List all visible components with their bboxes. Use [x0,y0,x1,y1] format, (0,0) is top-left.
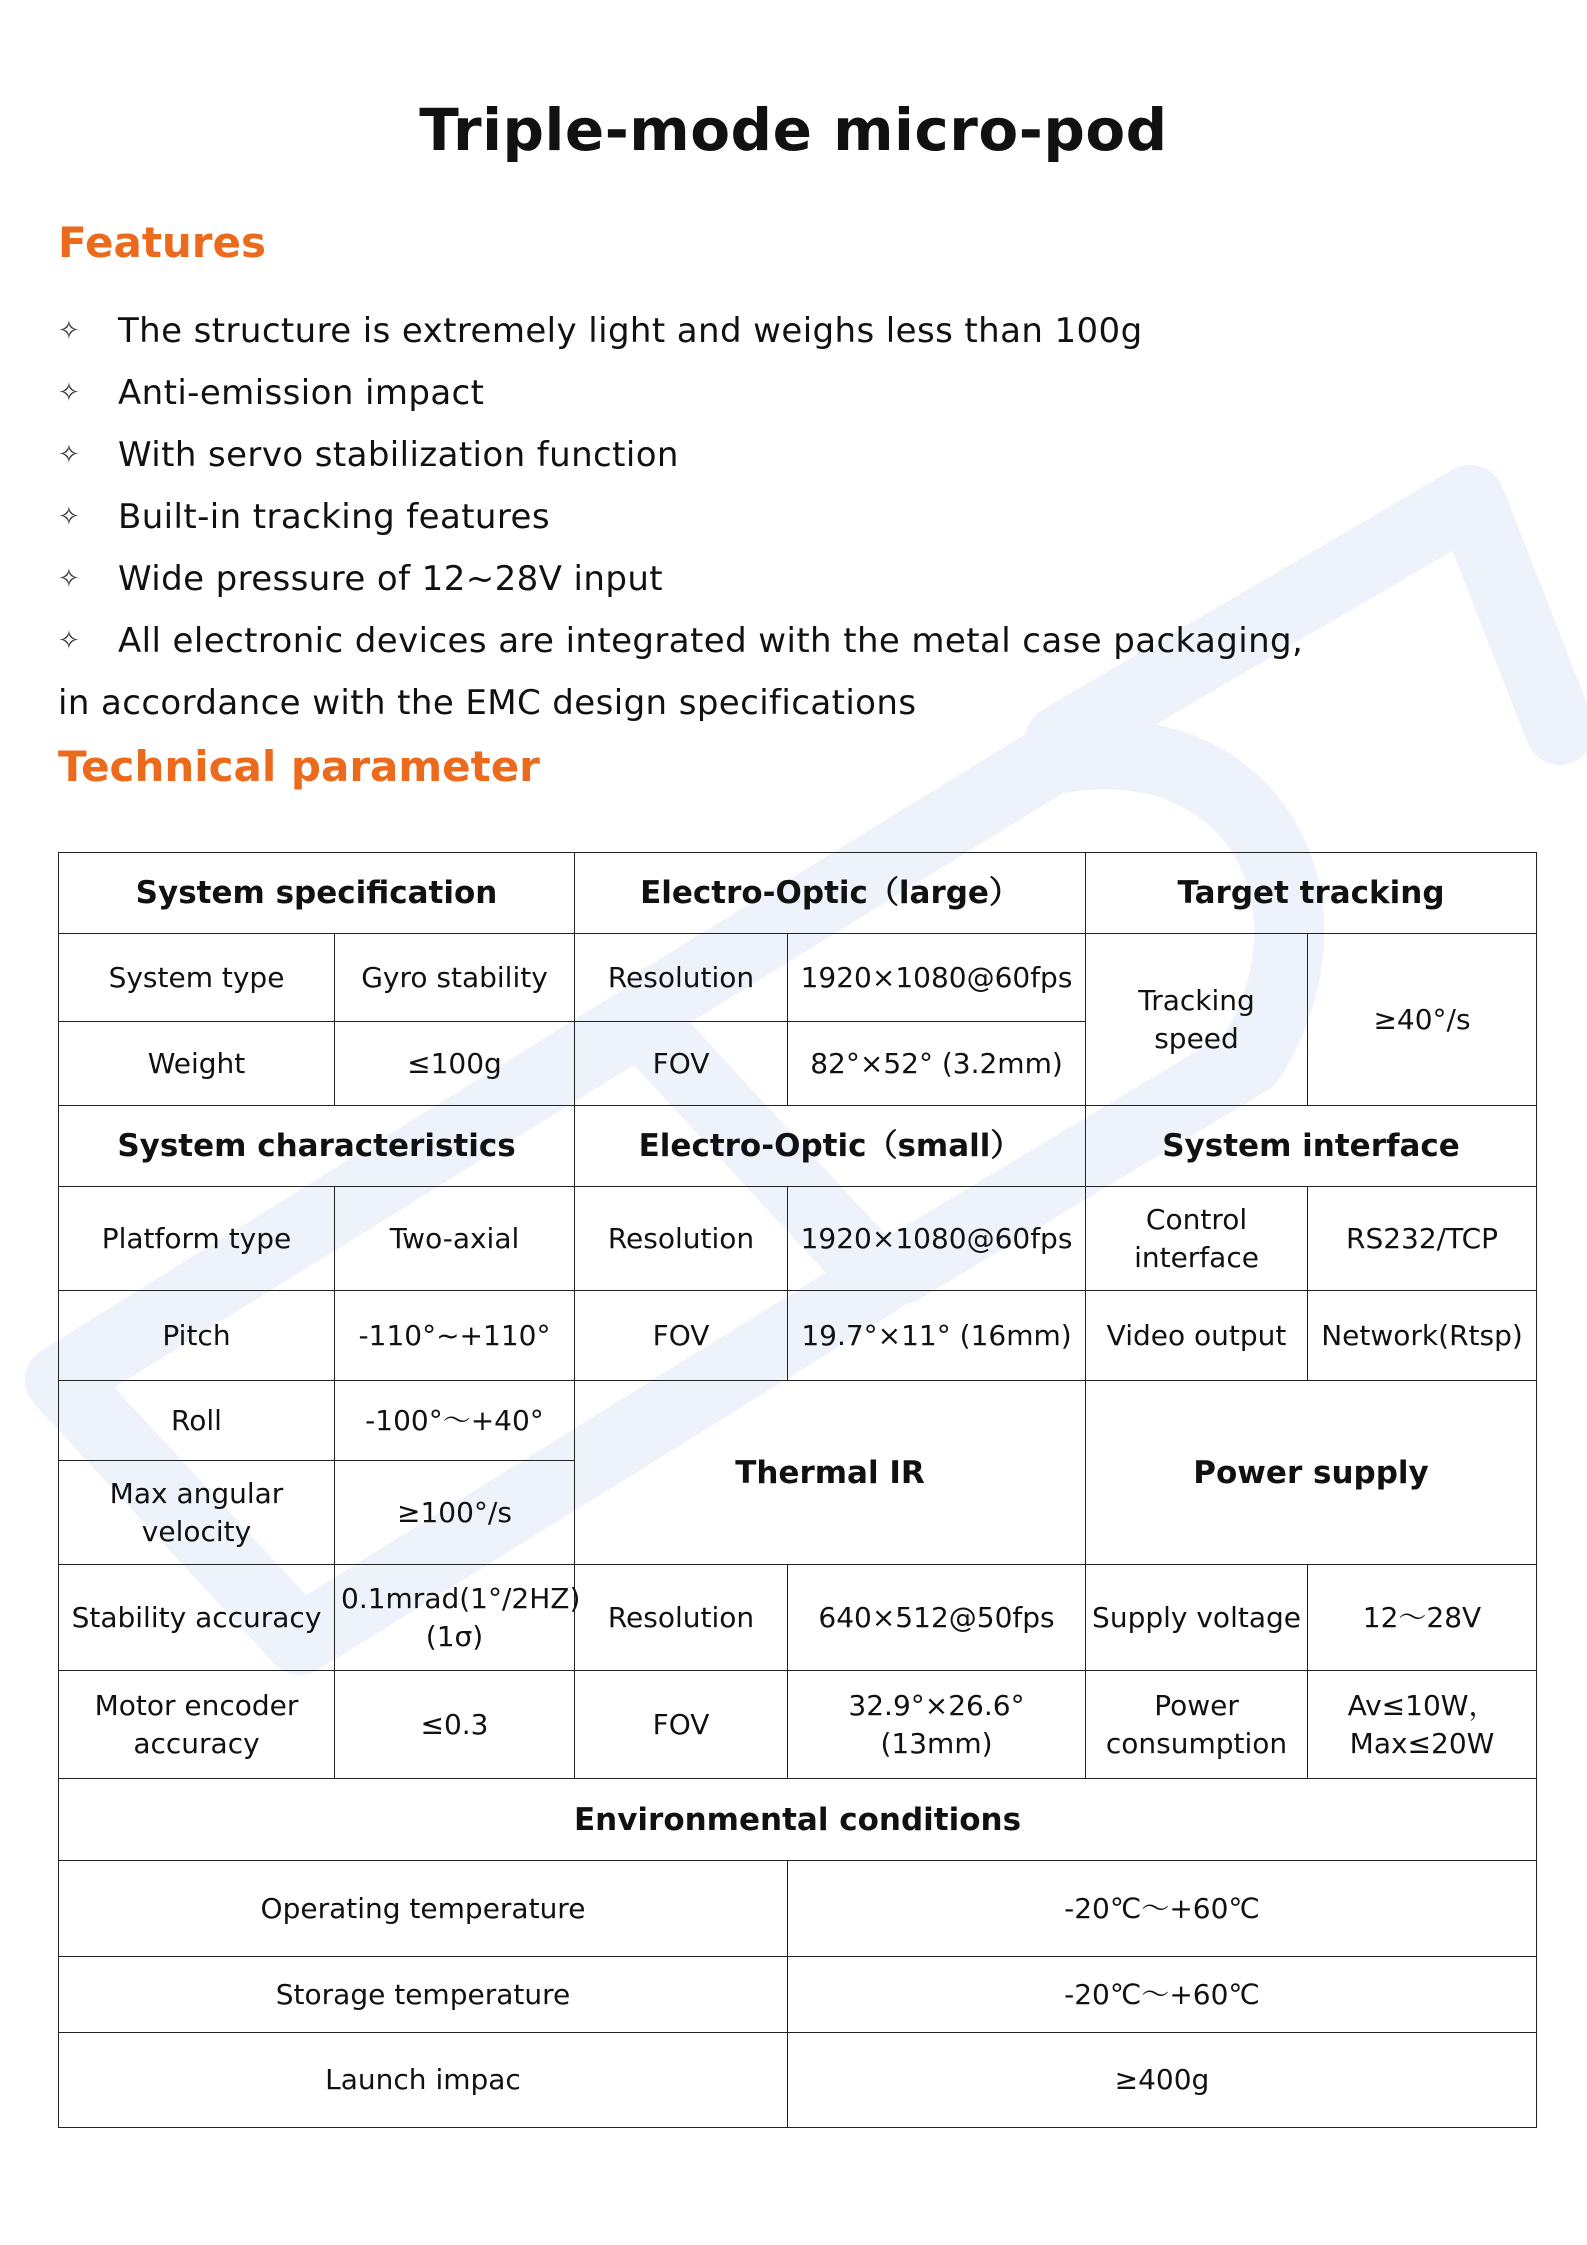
table-row [59,1565,1537,1671]
feature-item [58,548,1478,610]
diamond-star-icon: ✧ [58,316,81,346]
param-label: Resolution [575,1187,788,1291]
section-header-eo-large: Electro-Optic（large） [575,853,1086,934]
section-header-environment: Environmental conditions [59,1779,1537,1861]
table-row [59,1861,1537,1957]
table-row [59,1381,1537,1461]
param-label: Supply voltage [1086,1565,1308,1671]
param-value: Av≤10W，Max≤20W [1308,1671,1537,1779]
param-value: 1920×1080@60fps [788,1187,1086,1291]
param-label: Launch impac [59,2033,788,2128]
param-value: 12～28V [1308,1565,1537,1671]
param-value: -110°~+110° [335,1291,575,1381]
param-label: FOV [575,1671,788,1779]
table-row [59,1291,1537,1381]
diamond-star-icon: ✧ [58,564,81,594]
section-header-system-spec: System specification [59,853,575,934]
table-row [59,934,1537,1022]
spec-table [58,852,1537,2128]
page-title: Triple-mode micro-pod [419,96,1168,164]
param-label: Stability accuracy [59,1565,335,1671]
diamond-star-icon: ✧ [58,626,81,656]
param-label: Pitch [59,1291,335,1381]
param-value: Gyro stability [335,934,575,1022]
param-label: Resolution [575,934,788,1022]
param-label: Tracking speed [1086,934,1308,1106]
param-value: -20℃～+60℃ [788,1957,1537,2033]
section-header-power: Power supply [1086,1381,1537,1565]
section-header-thermal: Thermal IR [575,1381,1086,1565]
features-heading: Features [58,218,266,267]
table-row [59,2033,1537,2128]
param-value: 32.9°×26.6° (13mm) [788,1671,1086,1779]
feature-text: Anti-emission impact [118,373,485,413]
param-value: -20℃～+60℃ [788,1861,1537,1957]
param-label: Roll [59,1381,335,1461]
param-label: Max angular velocity [59,1461,335,1565]
param-value: 82°×52° (3.2mm) [788,1022,1086,1106]
param-label: System type [59,934,335,1022]
param-value: ≥400g [788,2033,1537,2128]
param-value: Network(Rtsp) [1308,1291,1537,1381]
param-value: 19.7°×11° (16mm) [788,1291,1086,1381]
section-header-system-char: System characteristics [59,1106,575,1187]
feature-text: Built-in tracking features [118,497,550,537]
table-row [59,853,1537,934]
feature-text: All electronic devices are integrated with the metal case packaging, [118,621,1304,661]
feature-text: The structure is extremely light and weighs less than 100g [118,311,1143,351]
param-label: Control interface [1086,1187,1308,1291]
section-header-system-interface: System interface [1086,1106,1537,1187]
param-label: Storage temperature [59,1957,788,2033]
param-value: ≤100g [335,1022,575,1106]
param-label: Motor encoder accuracy [59,1671,335,1779]
param-value: ≥40°/s [1308,934,1537,1106]
param-label: FOV [575,1291,788,1381]
param-label: FOV [575,1022,788,1106]
section-header-eo-small: Electro-Optic（small） [575,1106,1086,1187]
table-row [59,1779,1537,1861]
diamond-star-icon: ✧ [58,440,81,470]
param-value: 640×512@50fps [788,1565,1086,1671]
param-label: Weight [59,1022,335,1106]
param-value: RS232/TCP [1308,1187,1537,1291]
table-row [59,1671,1537,1779]
param-label: Power consumption [1086,1671,1308,1779]
feature-text: With servo stabilization function [118,435,679,475]
features-list [58,300,1478,734]
param-value: ≤0.3 [335,1671,575,1779]
diamond-star-icon: ✧ [58,502,81,532]
feature-text: Wide pressure of 12~28V input [118,559,664,599]
feature-continuation: in accordance with the EMC design specifications [58,683,917,723]
feature-item [58,610,1478,672]
param-value: -100°～+40° [335,1381,575,1461]
param-label: Video output [1086,1291,1308,1381]
table-row [59,1957,1537,2033]
feature-item [58,300,1478,362]
param-label: Operating temperature [59,1861,788,1957]
table-row [59,1106,1537,1187]
feature-item [58,424,1478,486]
param-label: Platform type [59,1187,335,1291]
param-value: Two-axial [335,1187,575,1291]
param-value: 1920×1080@60fps [788,934,1086,1022]
feature-item [58,362,1478,424]
param-value: 0.1mrad(1°/2HZ)(1σ) [335,1565,575,1671]
section-header-target-tracking: Target tracking [1086,853,1537,934]
diamond-star-icon: ✧ [58,378,81,408]
param-value: ≥100°/s [335,1461,575,1565]
technical-heading: Technical parameter [58,742,540,791]
table-row [59,1187,1537,1291]
feature-item [58,486,1478,548]
param-label: Resolution [575,1565,788,1671]
